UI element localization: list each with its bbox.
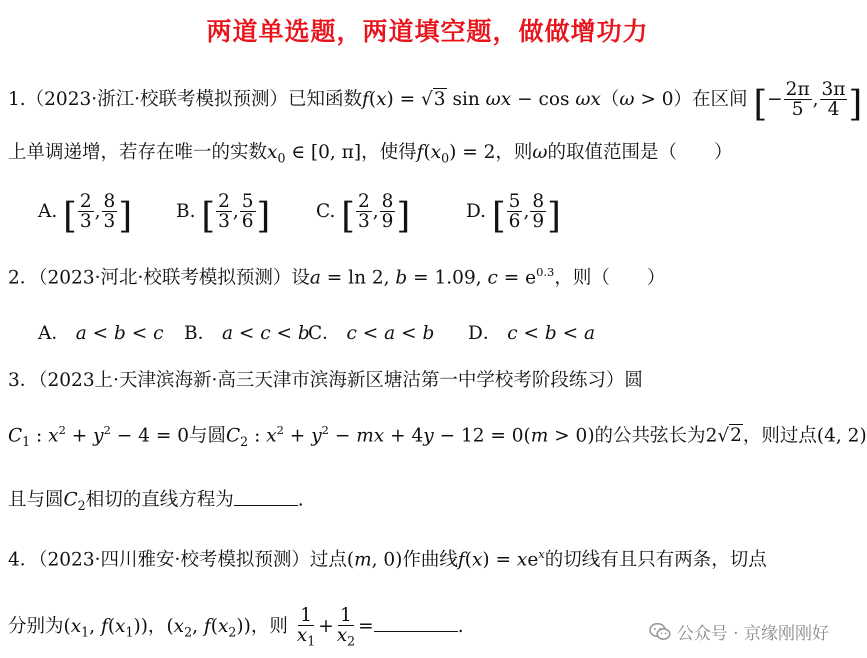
wechat-icon xyxy=(649,622,671,642)
q3-common: 的公共弦长为 xyxy=(594,425,706,447)
q3-line3: 且与圆$C_2$相切的直线方程为 . xyxy=(8,486,847,513)
q3-line1 xyxy=(8,370,847,392)
q1-option-b[interactable]: B. [ $\frac{2}{3}$ , $\frac{5}{6}$ ] xyxy=(176,191,271,238)
q1-options xyxy=(8,192,847,242)
q4-prefix: 4．（2023·四川雅安·校考模拟预测）过点 xyxy=(8,549,347,571)
q1-option-d[interactable]: D. [ $\frac{5}{6}$ , $\frac{8}{9}$ ] xyxy=(466,191,561,238)
watermark xyxy=(649,619,829,644)
q3-line3-text: 且与圆 xyxy=(8,489,64,511)
q4-mid: 作曲线 xyxy=(402,549,458,571)
q2-options xyxy=(8,323,847,349)
q1-option-a[interactable]: A. [ $\frac{2}{3}$ , $\frac{8}{3}$ ] xyxy=(38,191,133,238)
q4-line2a: 分别为 xyxy=(8,616,64,637)
q3-answer-blank[interactable] xyxy=(234,486,298,506)
q3-then: ，则过点 xyxy=(742,425,817,447)
q3-mid: 与圆 xyxy=(189,425,227,447)
q4-answer-blank[interactable] xyxy=(374,613,458,633)
page-title: 两道单选题，两道填空题，做做增功力 xyxy=(206,17,649,46)
q1-option-c[interactable]: C. [ $\frac{2}{3}$ , $\frac{8}{9}$ ] xyxy=(316,191,411,238)
watermark-text: 公众号 · 京缘刚刚好 xyxy=(676,624,829,644)
q4-line2: 分别为($x_1$, $f(x_1)$)，($x_2$, $f(x_2)$)，则 $\frac{1}{x_1}$ + $\frac{1}{x_2}$ = . xyxy=(8,605,464,649)
q3-line3b: 相切的直线方程为 xyxy=(85,489,234,511)
q1-mid: 在区间 xyxy=(692,88,748,110)
q1-line2: 上单调递增，若存在唯一的实数$x_0$ ∈ [0, π]，使得$f(x_0) = 2$，则ω的取值范围是（ ） xyxy=(8,142,733,166)
q2-suffix: ，则（ ） xyxy=(554,267,666,289)
q2-option-d[interactable]: D． c < b < a xyxy=(468,323,595,344)
q1-line2a: 上单调递增，若存在唯一的实数 xyxy=(8,142,268,163)
q3-line2: $C_1$ : $x^2 + y^2 - 4 = 0$与圆$C_2$ : $x^2 + y^2$ − mx + 4y − 12 = 0(m > 0)的公共弦长为2√2，则过点(4, 2) xyxy=(8,423,867,449)
q1-line2d: 的取值范围是（ ） xyxy=(547,142,733,163)
q1-line1: 1.（2023·浙江·校联考模拟预测）已知函数f(x) = √3 sin ωx − cos ωx（ω > 0）在区间 [− $\frac{2\pi}{5}$ , $\frac{3\pi}{4}$ ] xyxy=(8,79,863,126)
q4-tail: 的切线有且只有两条，切点 xyxy=(544,549,767,571)
q1-line2b: ，使得 xyxy=(361,142,417,163)
q4-line1: 4．（2023·四川雅安·校考模拟预测）过点(m, 0)作曲线$f(x) = xe^x$的切线有且只有两条，切点 xyxy=(8,547,767,571)
q2-option-b[interactable]: B． a < c < b xyxy=(184,323,310,344)
q2-line1: 2．（2023·河北·校联考模拟预测）设a = ln 2, b = 1.09, $c = e^{0.3}$，则（ ） xyxy=(8,265,666,289)
q1-prefix: 1.（2023·浙江·校联考模拟预测）已知函数 xyxy=(8,88,362,110)
q2-option-a[interactable]: A． a < b < c xyxy=(38,323,164,344)
q2-option-c[interactable]: C． c < a < b xyxy=(308,323,435,344)
q2-prefix: 2．（2023·河北·校联考模拟预测）设 xyxy=(8,267,310,289)
q1-line2c: ，则 xyxy=(495,142,533,163)
q4-then: ，则 xyxy=(250,616,288,637)
q3-line1-text: 3．（2023上·天津滨海新·高三天津市滨海新区塘沽第一中学校考阶段练习）圆 xyxy=(8,370,643,391)
